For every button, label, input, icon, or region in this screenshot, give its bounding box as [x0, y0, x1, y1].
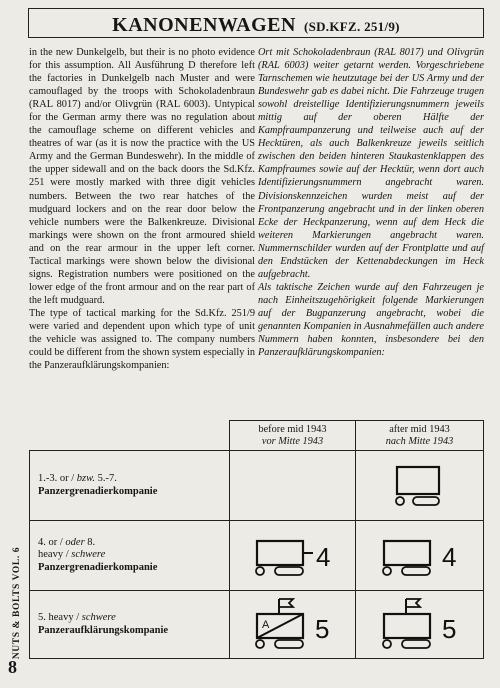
row1-en2: 5.-7. [94, 473, 117, 484]
header-box [28, 8, 484, 38]
recon-letter: A [261, 618, 269, 631]
symbol-before-row-1 [230, 451, 356, 521]
title-text: KANONENWAGEN [112, 14, 296, 36]
company-number-after-row-3: 5 [441, 613, 456, 644]
german-column [258, 46, 484, 359]
row2-en2: 8. [84, 536, 96, 548]
unit-label-row-1 [30, 451, 230, 521]
halftrack-symbol-icon [370, 533, 470, 579]
unit-label-row-3 [30, 591, 230, 659]
row2-unit: Panzergrenadierkompanie [38, 561, 158, 573]
header-before-de: vor Mitte 1943 [261, 435, 324, 447]
row3-de: schwere [81, 612, 116, 623]
header-before-en: before mid 1943 [258, 423, 327, 435]
table-row [30, 521, 484, 591]
header-after-mid-1943 [356, 421, 484, 451]
row1-en: 1.-3. or / [38, 473, 77, 484]
title-subtitle: (SD.KFZ. 251/9) [303, 19, 400, 34]
recon-halftrack-symbol-icon [243, 596, 343, 654]
german-paragraph-1: Ort mit Schokoladenbraun (RAL 8017) und Olivgrün (RAL 6003) weiter getarnt werden. Vorgeschriebene Tarnschemen wie heutzutage bei der US Army und der Bundeswehr gab es dabei nicht. Die Fahrzeuge trugen sowohl dreistellige Identifizierungsnummern jeweils mittig auf der oberen Hälfte der Kampfraumpanzerung und teilweise auch auf der Hecktüren, als auch Balkenkreuze jeweils seitlich zwischen den beiden hinteren Staukastenklappen des Kampfraumes sowie auf der Hecktür, wenn dort auch Identifizierungsnummern angebracht waren. Divisionskennzeichen wurden meist auf der Frontpanzerung angebracht und in der linken oberen Ecke der Heckpanzerung, wenn auf dem Heck die weiteren Markierungen angebracht waren. Nummernschilder wurden auf der Frontplatte und auf den Endstücken der Kettenabdeckungen im Heck aufgebracht. [258, 47, 484, 280]
english-paragraph-2: The type of tactical marking for the Sd.Kfz. 251/9 were varied and dependent upon which type of unit the vehicle was assigned to. The company numbers could be different from the shown system especially in the Panzeraufklärungskompanien: [29, 307, 255, 372]
row2-de: oder [65, 536, 85, 548]
series-side-label [9, 548, 25, 658]
row3-en: 5. heavy / [38, 612, 82, 623]
row1-de: bzw. [76, 473, 95, 484]
page-title [29, 14, 483, 37]
page-number: 8 [8, 657, 17, 677]
unit-label-row-2 [30, 521, 230, 591]
series-side-label-text: NUTS & BOLTS VOL. 6 [12, 546, 23, 660]
company-number-before-row-2: 4 [315, 541, 330, 572]
table-header-row [30, 421, 484, 451]
symbol-after-row-2 [356, 521, 484, 591]
header-after-de: nach Mitte 1943 [385, 435, 454, 447]
table-row [30, 591, 484, 659]
row2-en: 4. or / [38, 536, 66, 548]
header-after-en: after mid 1943 [389, 423, 450, 435]
halftrack-symbol-icon [385, 463, 455, 509]
row3-unit: Panzeraufklärungskompanie [38, 624, 169, 636]
symbol-before-row-3 [230, 591, 356, 659]
table-row [30, 451, 484, 521]
row1-unit: Panzergrenadierkompanie [38, 485, 158, 497]
english-column [29, 46, 255, 372]
symbol-before-row-2 [230, 521, 356, 591]
company-number-after-row-2: 4 [441, 541, 456, 572]
header-unit-cell [30, 421, 230, 451]
symbol-after-row-1 [356, 451, 484, 521]
recon-halftrack-symbol-icon [370, 596, 470, 654]
company-number-before-row-3: 5 [314, 613, 329, 644]
header-before-mid-1943 [230, 421, 356, 451]
german-paragraph-2: Als taktische Zeichen wurde auf den Fahrzeugen je nach Einheitszugehörigkeit folgende Markierungen auf der Bugpanzerung angebracht, wobei die genannten Kompanien in Ausnahmefällen auch andere Nummern haben konnten, insbesondere bei den Panzeraufklärungskompanien: [258, 281, 484, 359]
halftrack-gun-symbol-icon [243, 533, 343, 579]
english-paragraph-1: in the new Dunkelgelb, but their is no photo evidence for this assumption. All Ausführung D therefore left the factories in Dunkelgelb nach Muster and were camouflaged by the troops with Schokoladenbraun (RAL 8017) and/or Olivgrün (RAL 6003). Untypical for the German army there was no regulation about the camouflage scheme on different vehicles and theatres of war (as it is now the practice with the US Army and the German Bundeswehr). In the middle of the upper sidewall and on the back doors the Sd.Kfz. 251 were mostly marked with three digit vehicles numbers. Between the two rear hatches of the mudguard lockers and on the rear door below the vehicle numbers were the Balkenkreuze. Divisional markings were shown on the front armoured shield and on the rear armour in the upper left corner. Tactical markings were shown below the divisional signs. Registration numbers were positioned on the lower edge of the front armour and on the rear part of the left mudguard. [29, 47, 255, 306]
tactical-markings-table [29, 420, 484, 659]
row2-de-line2: schwere [71, 549, 106, 561]
symbol-after-row-3 [356, 591, 484, 659]
row2-en-line2: heavy / [38, 549, 72, 561]
